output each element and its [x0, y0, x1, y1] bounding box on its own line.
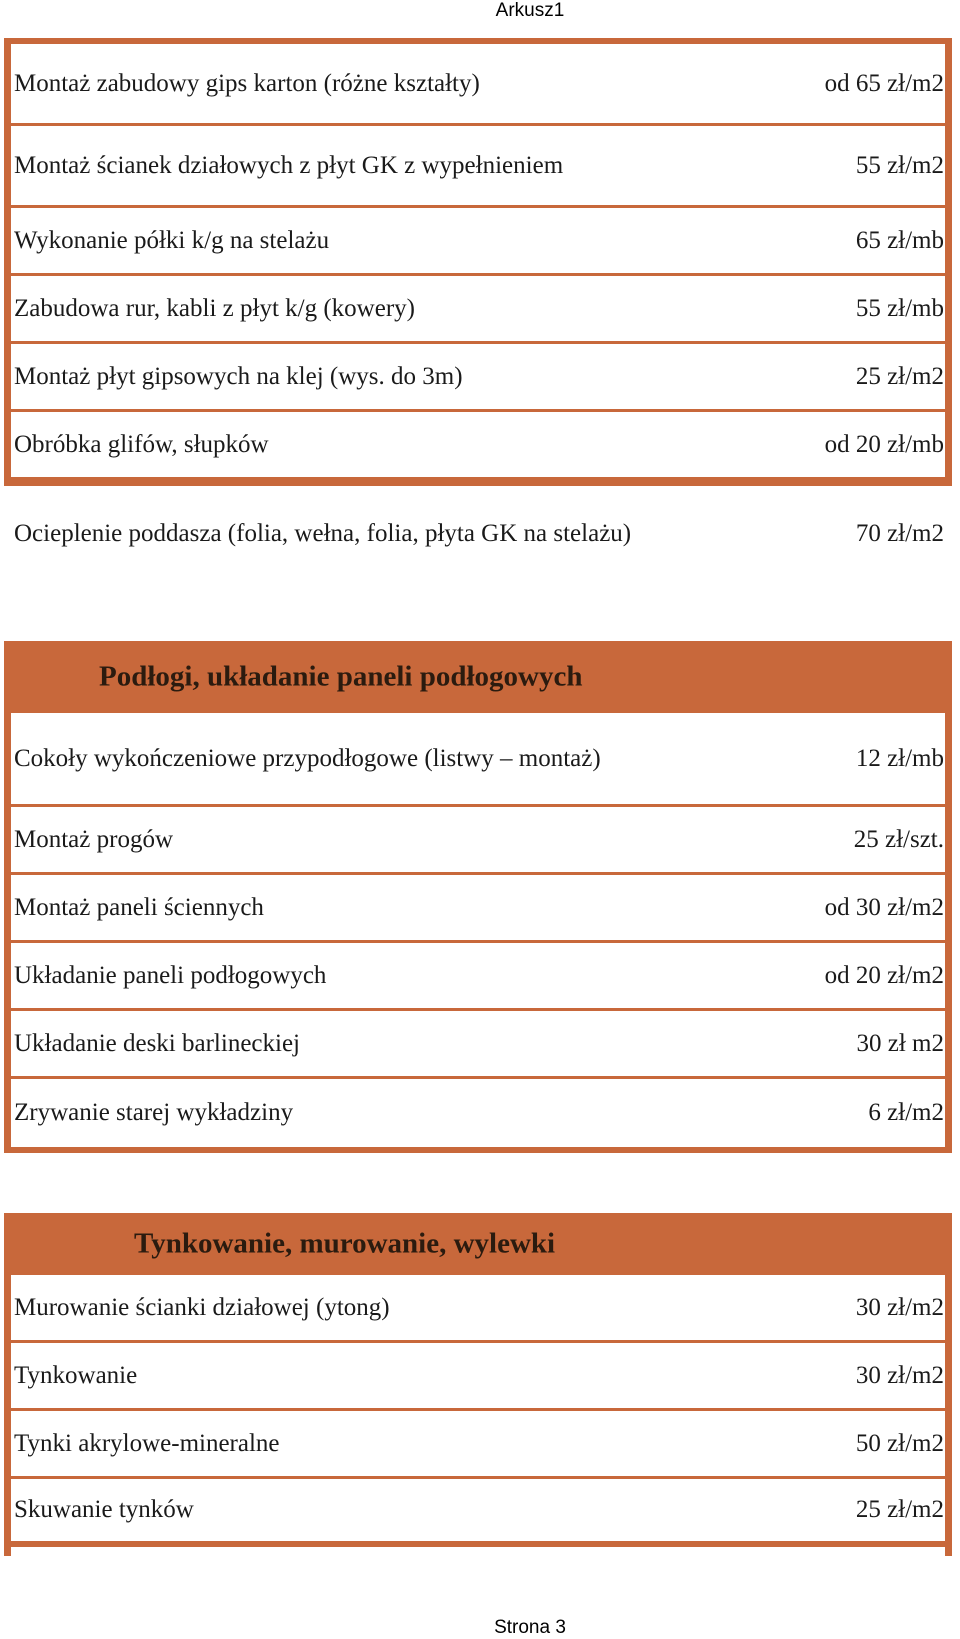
table-row [11, 1011, 945, 1079]
service-price: od 20 zł/mb [824, 430, 944, 458]
service-price: 65 zł/mb [855, 226, 944, 254]
table-row [11, 1343, 945, 1411]
table-row [11, 943, 945, 1011]
service-price: 55 zł/mb [855, 294, 944, 322]
service-label: Montaż zabudowy gips karton (różne kształty) [14, 69, 480, 97]
service-price: 25 zł/m2 [855, 362, 944, 390]
table-row [11, 126, 945, 208]
price-table-floors [4, 641, 952, 1153]
service-label: Montaż progów [14, 825, 173, 853]
table-row [11, 412, 945, 480]
sheet-name: Arkusz1 [495, 0, 565, 21]
section-header [4, 641, 952, 713]
table-row [11, 875, 945, 943]
service-price: 25 zł/m2 [855, 1496, 944, 1523]
table-row [11, 1079, 945, 1147]
service-price: 30 zł/m2 [855, 1293, 944, 1321]
table-row [11, 1479, 945, 1547]
table-row [11, 44, 945, 126]
page-number: Strona 3 [494, 1617, 566, 1638]
service-label: Układanie deski barlineckiej [14, 1029, 300, 1057]
section-title: Tynkowanie, murowanie, wylewki [134, 1227, 556, 1260]
service-label: Obróbka glifów, słupków [14, 430, 269, 458]
service-label: Skuwanie tynków [14, 1496, 194, 1523]
service-label: Montaż płyt gipsowych na klej (wys. do 3m) [14, 362, 463, 390]
service-price: od 20 zł/m2 [824, 961, 944, 989]
service-price: 30 zł/m2 [855, 1361, 944, 1389]
service-price: 6 zł/m2 [868, 1099, 944, 1126]
service-label: Zabudowa rur, kabli z płyt k/g (kowery) [14, 294, 415, 322]
service-label: Tynki akrylowe-mineralne [14, 1429, 280, 1457]
service-label: Układanie paneli podłogowych [14, 961, 327, 989]
table-row [11, 1411, 945, 1479]
service-price: 50 zł/m2 [855, 1429, 944, 1457]
price-table-plastering [4, 1213, 952, 1556]
service-price: od 30 zł/m2 [824, 893, 944, 921]
table-row [4, 480, 952, 582]
service-label: Montaż ścianek działowych z płyt GK z wypełnieniem [14, 151, 564, 179]
service-price: 30 zł m2 [856, 1029, 944, 1057]
service-label: Ocieplenie poddasza (folia, wełna, folia, płyta GK na stelażu) [14, 520, 632, 547]
service-label: Cokoły wykończeniowe przypodłogowe (listwy – montaż) [14, 744, 601, 772]
service-label: Montaż paneli ściennych [14, 893, 264, 921]
service-label: Zrywanie starej wykładziny [14, 1099, 294, 1126]
service-price: 25 zł/szt. [853, 825, 944, 853]
table-row [11, 713, 945, 807]
service-label: Wykonanie półki k/g na stelażu [14, 226, 330, 254]
table-row [11, 276, 945, 344]
table-row [11, 807, 945, 875]
price-table-drywall [4, 38, 952, 547]
service-label: Murowanie ścianki działowej (ytong) [14, 1293, 390, 1321]
service-price: od 65 zł/m2 [824, 69, 944, 97]
service-price: 70 zł/m2 [855, 520, 944, 547]
service-label: Tynkowanie [14, 1361, 138, 1389]
service-price: 12 zł/mb [855, 744, 944, 772]
table-row [11, 208, 945, 276]
table-row [11, 344, 945, 412]
section-header [4, 1213, 952, 1275]
service-price: 55 zł/m2 [855, 151, 944, 179]
table-row [11, 1275, 945, 1343]
section-title: Podłogi, układanie paneli podłogowych [99, 660, 583, 693]
